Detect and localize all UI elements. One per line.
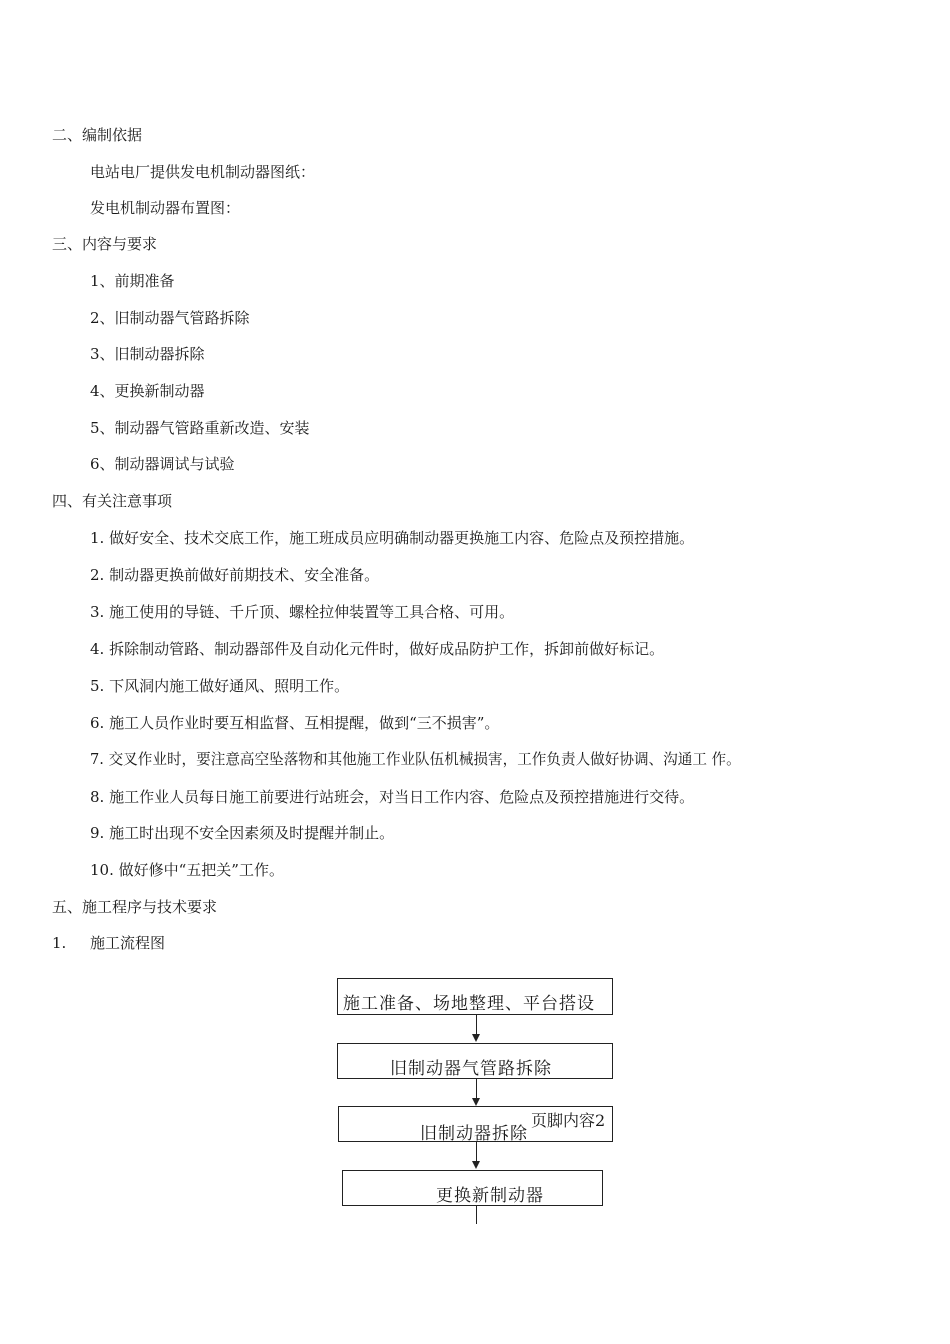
note-item-8: 8. 施工作业人员每日施工前要进行站班会，对当日工作内容、危险点及预控措施进行交待。: [90, 788, 695, 806]
flow-arrow-2-head: [472, 1098, 480, 1106]
procedure-subheading-number: 1.: [52, 934, 67, 952]
basis-item-1: 电站电厂提供发电机制动器图纸：: [90, 163, 316, 181]
content-item-1: 1、前期准备: [90, 272, 175, 290]
content-item-4: 4、更换新制动器: [90, 382, 205, 400]
content-item-2: 2、旧制动器气管路拆除: [90, 309, 250, 327]
note-item-5: 5. 下风洞内施工做好通风、照明工作。: [90, 677, 350, 695]
note-item-3: 3. 施工使用的导链、千斤顶、螺栓拉伸装置等工具合格、可用。: [90, 603, 515, 621]
section-heading-procedure: 五、施工程序与技术要求: [52, 898, 218, 916]
note-item-9: 9. 施工时出现不安全因素须及时提醒并制止。: [90, 824, 395, 842]
content-item-5: 5、制动器气管路重新改造、安装: [90, 419, 310, 437]
basis-item-2: 发电机制动器布置图：: [90, 199, 241, 217]
note-item-7: 7. 交叉作业时，要注意高空坠落物和其他施工作业队伍机械损害，工作负责人做好协调、沟通工 作。: [90, 751, 741, 768]
section-heading-content: 三、内容与要求: [52, 235, 158, 253]
section-heading-notes: 四、有关注意事项: [52, 492, 173, 510]
note-item-4: 4. 拆除制动管路、制动器部件及自动化元件时，做好成品防护工作，拆卸前做好标记。: [90, 640, 665, 658]
note-item-6: 6. 施工人员作业时要互相监督、互相提醒，做到“三不损害”。: [90, 714, 500, 732]
procedure-subheading-text: 施工流程图: [90, 934, 166, 952]
note-item-10: 10. 做好修中“五把关”工作。: [90, 861, 284, 879]
footer-page-label: 页脚内容2: [531, 1111, 606, 1130]
flow-step-1: 施工准备、场地整理、平台搭设: [337, 978, 613, 1015]
content-item-6: 6、制动器调试与试验: [90, 455, 235, 473]
note-item-1: 1. 做好安全、技术交底工作，施工班成员应明确制动器更换施工内容、危险点及预控措施。: [90, 529, 695, 547]
flow-arrow-1-head: [472, 1034, 480, 1042]
flow-connector-tail: [476, 1206, 477, 1224]
procedure-subheading: [52, 933, 165, 953]
content-item-3: 3、旧制动器拆除: [90, 345, 205, 363]
section-heading-basis: 二、编制依据: [52, 126, 143, 144]
flow-arrow-3: [476, 1142, 477, 1162]
flow-step-3: 旧制动器拆除: [338, 1106, 613, 1142]
flow-step-2: 旧制动器气管路拆除: [337, 1043, 613, 1079]
flow-step-4: 更换新制动器: [342, 1170, 603, 1206]
flow-arrow-1: [476, 1015, 477, 1035]
flow-arrow-3-head: [472, 1161, 480, 1169]
note-item-2: 2. 制动器更换前做好前期技术、安全准备。: [90, 566, 380, 584]
flow-arrow-2: [476, 1079, 477, 1099]
